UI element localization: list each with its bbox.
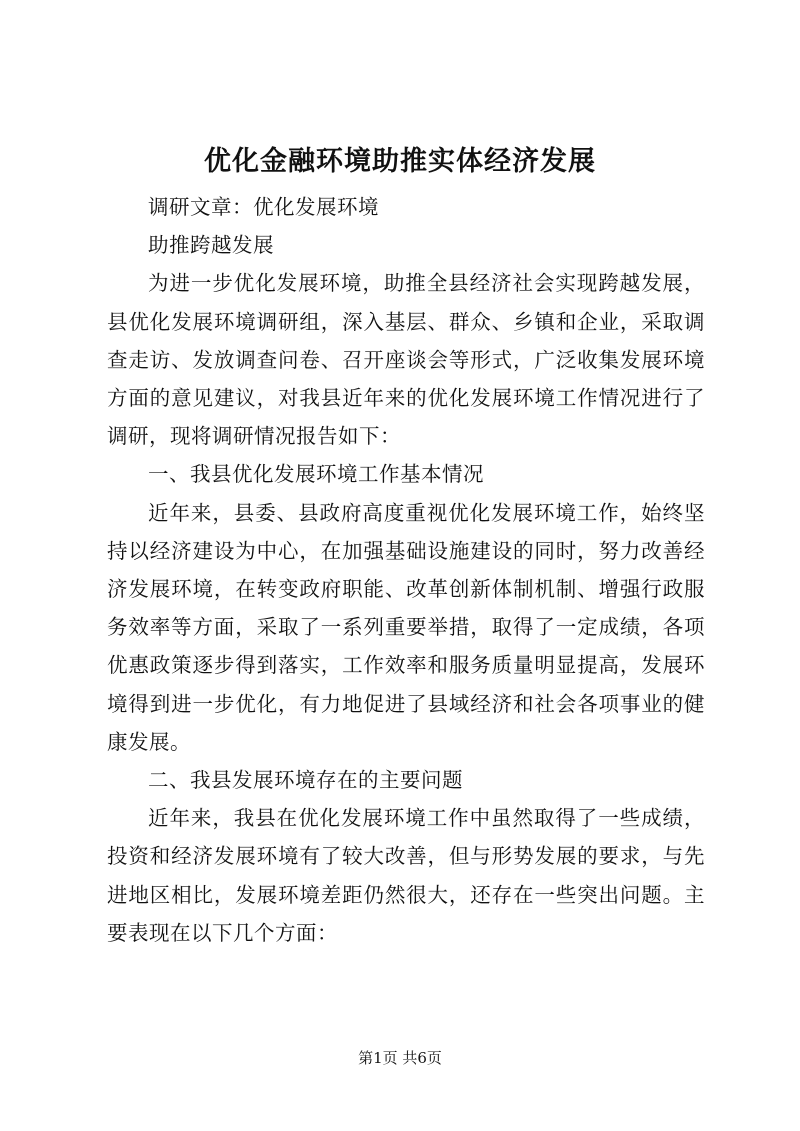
page-number-footer: 第1页 共6页	[358, 1049, 442, 1067]
section-heading-1: 一、我县优化发展环境工作基本情况	[148, 462, 484, 487]
document-body	[107, 188, 705, 952]
paragraph-subtitle-1: 调研文章：优化发展环境	[148, 195, 379, 219]
paragraph-subtitle-2: 助推跨越发展	[148, 233, 274, 258]
document-title: 优化金融环境助推实体经济发展	[204, 146, 596, 177]
paragraph-section-2: 近年来，我县在优化发展环境工作中虽然取得了一些成绩，投资和经济发展环境有了较大改善，但与形势发展的要求，与先进地区相比，发展环境差距仍然很大，还存在一些突出问题。主要表现在以下几个方面：	[107, 806, 705, 945]
section-heading-2: 二、我县发展环境存在的主要问题	[148, 768, 463, 793]
paragraph-intro: 为进一步优化发展环境，助推全县经济社会实现跨越发展，县优化发展环境调研组，深入基层、群众、乡镇和企业，采取调查走访、发放调查问卷、召开座谈会等形式，广泛收集发展环境方面的意见建议，对我县近年来的优化发展环境工作情况进行了调研，现将调研情况报告如下：	[107, 271, 705, 449]
paragraph-section-1: 近年来，县委、县政府高度重视优化发展环境工作，始终坚持以经济建设为中心，在加强基础设施建设的同时，努力改善经济发展环境，在转变政府职能、改革创新体制机制、增强行政服务效率等方面，采取了一系列重要举措，取得了一定成绩，各项优惠政策逐步得到落实，工作效率和服务质量明显提高，发展环境得到进一步优化，有力地促进了县域经济和社会各项事业的健康发展。	[107, 500, 705, 754]
